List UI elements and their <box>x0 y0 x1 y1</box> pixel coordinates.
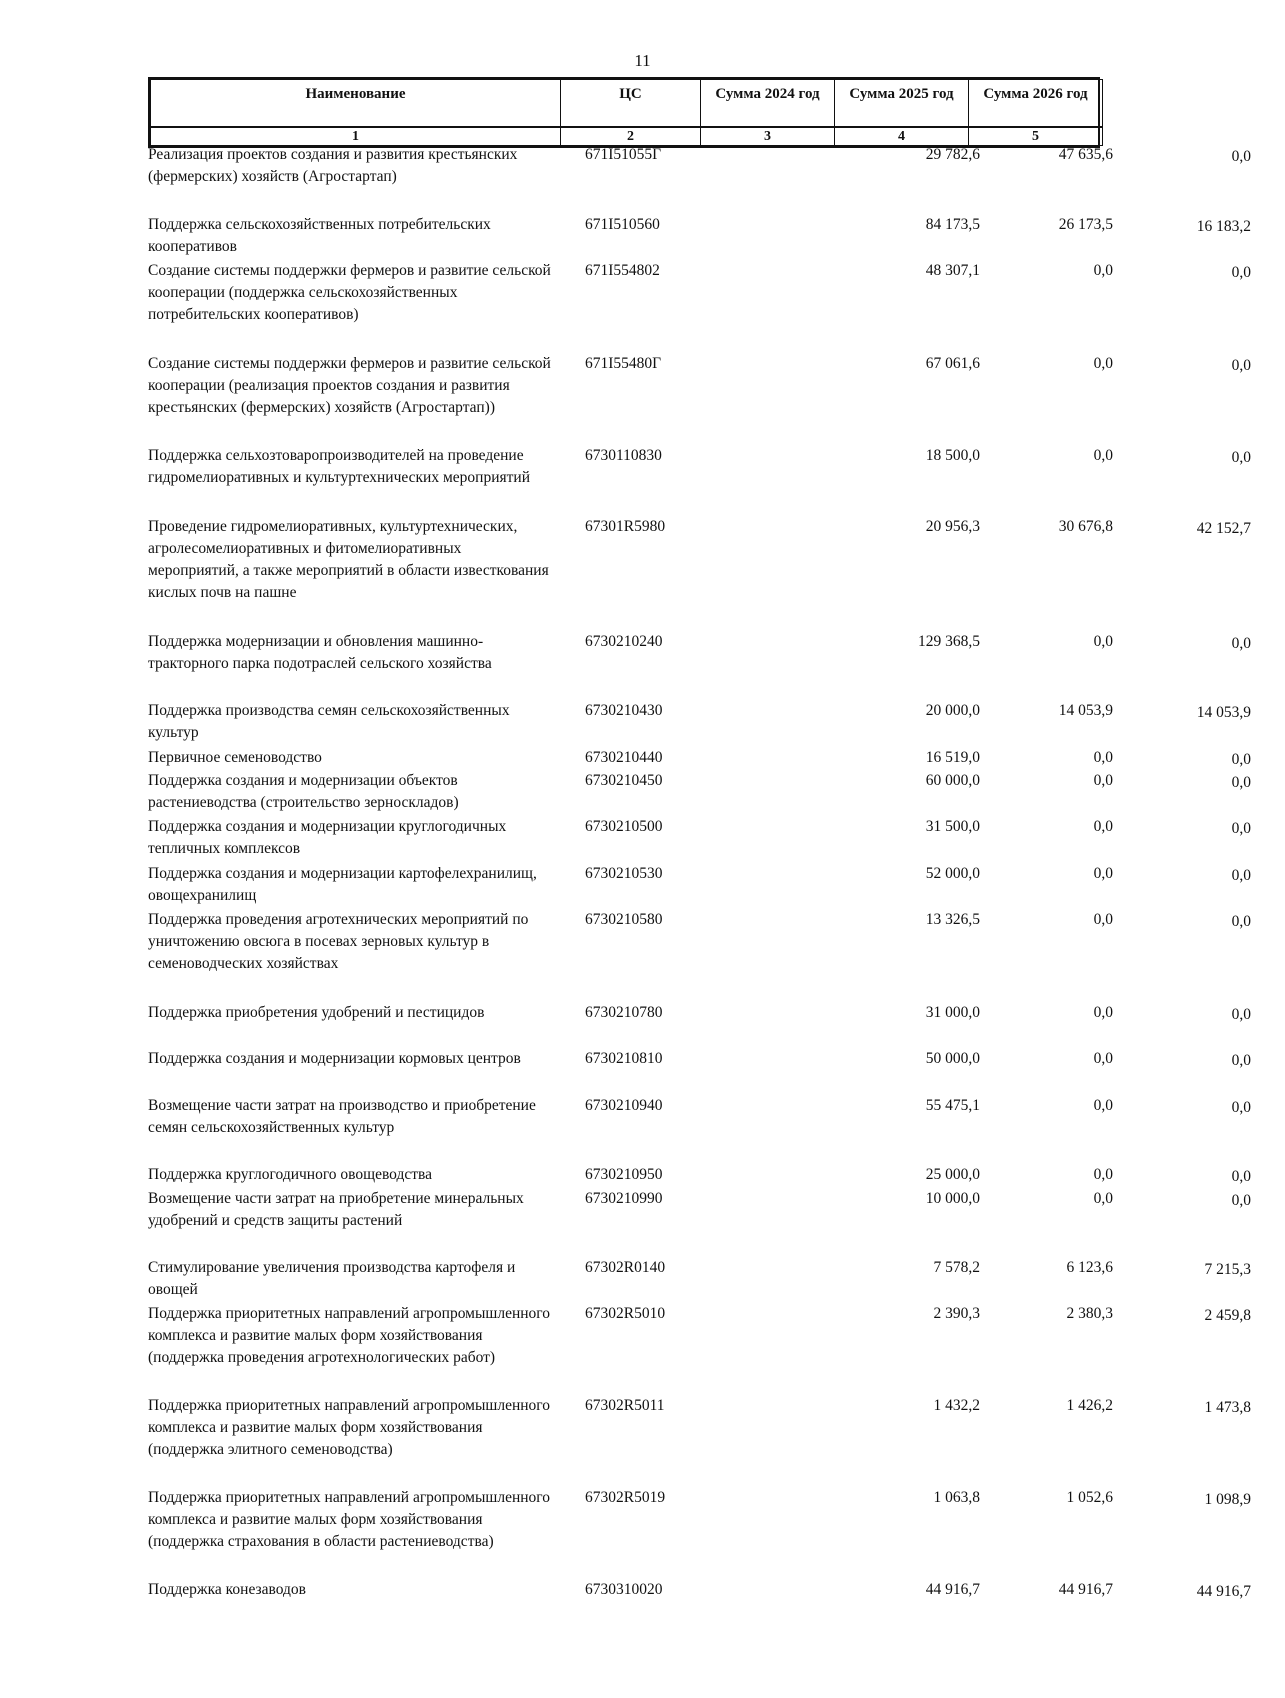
row-sum-2026: 14 053,9 <box>1196 704 1251 721</box>
row-name: Поддержка сельхозтоваропроизводителей на проведение гидромелиоративных и культуртехнических мероприятий <box>148 447 530 486</box>
row-sum-2024: 7 578,2 <box>933 1259 980 1276</box>
row-sum-2025: 0,0 <box>1093 1190 1113 1207</box>
table-row <box>148 1303 1251 1395</box>
row-sum-2025: 0,0 <box>1093 355 1113 372</box>
table-row <box>148 260 1251 353</box>
table-row <box>148 631 1251 700</box>
row-sum-2026: 0,0 <box>1231 1192 1251 1209</box>
row-code: 6730210810 <box>585 1050 663 1067</box>
row-sum-2026: 0,0 <box>1231 820 1251 837</box>
row-sum-2026: 0,0 <box>1231 774 1251 791</box>
row-sum-2025: 0,0 <box>1093 772 1113 789</box>
column-header-sum-2025: Сумма 2025 год <box>835 80 969 128</box>
row-code: 6730210440 <box>585 749 663 766</box>
row-sum-2024: 16 519,0 <box>925 749 980 766</box>
row-name: Поддержка приоритетных направлений агропромышленного комплекса и развитие малых форм хозяйствования (поддержка элитного семеноводства) <box>148 1397 551 1458</box>
table-row <box>148 1188 1251 1257</box>
table-row <box>148 1095 1251 1164</box>
row-name: Поддержка производства семян сельскохозяйственных культур <box>148 702 510 741</box>
row-code: 67302R0140 <box>585 1259 666 1276</box>
row-sum-2024: 67 061,6 <box>925 355 980 372</box>
row-code: 671I55480Г <box>585 355 662 372</box>
row-code: 6730210530 <box>585 865 663 882</box>
row-sum-2026: 16 183,2 <box>1196 218 1251 235</box>
row-sum-2025: 0,0 <box>1093 1050 1113 1067</box>
row-sum-2025: 0,0 <box>1093 633 1113 650</box>
row-name: Возмещение части затрат на приобретение минеральных удобрений и средств защиты растений <box>148 1190 524 1229</box>
row-sum-2025: 0,0 <box>1093 1166 1113 1183</box>
row-sum-2024: 31 000,0 <box>925 1004 980 1021</box>
row-sum-2025: 26 173,5 <box>1058 216 1113 233</box>
row-code: 671I51055Г <box>585 146 662 163</box>
row-sum-2025: 0,0 <box>1093 447 1113 464</box>
table-row <box>148 445 1251 516</box>
row-sum-2026: 0,0 <box>1231 751 1251 768</box>
row-sum-2025: 0,0 <box>1093 865 1113 882</box>
row-sum-2026: 0,0 <box>1231 913 1251 930</box>
row-name: Стимулирование увеличения производства картофеля и овощей <box>148 1259 516 1298</box>
table-row <box>148 909 1251 1002</box>
page-number: 11 <box>634 51 651 70</box>
column-number-1: 1 <box>151 127 561 146</box>
row-sum-2026: 0,0 <box>1231 449 1251 466</box>
row-name: Поддержка конезаводов <box>148 1581 306 1598</box>
table-row <box>148 863 1251 909</box>
row-sum-2026: 0,0 <box>1231 148 1251 165</box>
row-sum-2024: 129 368,5 <box>918 633 980 650</box>
row-name: Поддержка создания и модернизации кормовых центров <box>148 1050 521 1067</box>
row-sum-2025: 0,0 <box>1093 1004 1113 1021</box>
row-name: Создание системы поддержки фермеров и развитие сельской кооперации (реализация проектов создания и развития крестьянских (фермерских) хозяйств (Агростартап)) <box>148 355 551 416</box>
row-name: Поддержка сельскохозяйственных потребительских кооперативов <box>148 216 491 255</box>
row-code: 6730210990 <box>585 1190 663 1207</box>
row-name: Создание системы поддержки фермеров и развитие сельской кооперации (поддержка сельскохозяйственных потребительских кооперативов) <box>148 262 551 323</box>
row-code: 6730210430 <box>585 702 663 719</box>
row-code: 671I510560 <box>585 216 660 233</box>
row-sum-2026: 2 459,8 <box>1204 1307 1251 1324</box>
row-name: Возмещение части затрат на производство и приобретение семян сельскохозяйственных культур <box>148 1097 536 1136</box>
row-sum-2024: 25 000,0 <box>925 1166 980 1183</box>
row-code: 6730210500 <box>585 818 663 835</box>
row-sum-2026: 0,0 <box>1231 1052 1251 1069</box>
row-sum-2025: 47 635,6 <box>1058 146 1113 163</box>
row-sum-2024: 20 956,3 <box>925 518 980 535</box>
row-name: Поддержка проведения агротехнических мероприятий по уничтожению овсюга в посевах зерновых культур в семеноводческих хозяйствах <box>148 911 529 972</box>
row-code: 67302R5019 <box>585 1489 666 1506</box>
row-sum-2024: 20 000,0 <box>925 702 980 719</box>
row-name: Поддержка модернизации и обновления машинно-тракторного парка подотраслей сельского хозяйства <box>148 633 492 672</box>
row-sum-2025: 1 052,6 <box>1066 1489 1113 1506</box>
row-sum-2024: 31 500,0 <box>925 818 980 835</box>
row-sum-2026: 42 152,7 <box>1196 520 1251 537</box>
row-sum-2024: 2 390,3 <box>933 1305 980 1322</box>
table-row <box>148 1257 1251 1303</box>
row-name: Поддержка приобретения удобрений и пестицидов <box>148 1004 485 1021</box>
row-sum-2024: 1 432,2 <box>933 1397 980 1414</box>
row-sum-2024: 44 916,7 <box>925 1581 980 1598</box>
table-row <box>148 516 1251 631</box>
row-code: 6730310020 <box>585 1581 663 1598</box>
row-sum-2025: 0,0 <box>1093 911 1113 928</box>
row-name: Поддержка приоритетных направлений агропромышленного комплекса и развитие малых форм хозяйствования (поддержка проведения агротехнологических работ) <box>148 1305 551 1366</box>
row-code: 67302R5011 <box>585 1397 665 1414</box>
row-code: 6730210940 <box>585 1097 663 1114</box>
table-row <box>148 1487 1251 1579</box>
table-row <box>148 1048 1251 1095</box>
table-row <box>148 214 1251 260</box>
row-sum-2024: 13 326,5 <box>925 911 980 928</box>
row-code: 6730110830 <box>585 447 662 464</box>
row-sum-2024: 50 000,0 <box>925 1050 980 1067</box>
row-sum-2024: 84 173,5 <box>925 216 980 233</box>
table-row <box>148 1395 1251 1487</box>
table-row <box>148 747 1251 770</box>
row-sum-2024: 48 307,1 <box>925 262 980 279</box>
row-sum-2024: 52 000,0 <box>925 865 980 882</box>
row-sum-2025: 0,0 <box>1093 1097 1113 1114</box>
row-code: 6730210950 <box>585 1166 663 1183</box>
row-code: 67302R5010 <box>585 1305 666 1322</box>
row-sum-2026: 1 098,9 <box>1204 1491 1251 1508</box>
row-sum-2025: 2 380,3 <box>1066 1305 1113 1322</box>
table-row <box>148 816 1251 863</box>
row-code: 6730210450 <box>585 772 663 789</box>
row-sum-2024: 10 000,0 <box>925 1190 980 1207</box>
row-name: Первичное семеноводство <box>148 749 322 766</box>
table-row <box>148 770 1251 816</box>
row-sum-2025: 0,0 <box>1093 262 1113 279</box>
column-header-code: ЦС <box>561 80 701 128</box>
table-row <box>148 1164 1251 1188</box>
row-sum-2026: 0,0 <box>1231 635 1251 652</box>
row-code: 6730210240 <box>585 633 663 650</box>
row-sum-2025: 6 123,6 <box>1066 1259 1113 1276</box>
row-name: Поддержка приоритетных направлений агропромышленного комплекса и развитие малых форм хозяйствования (поддержка страхования в области растениеводства) <box>148 1489 551 1550</box>
row-sum-2025: 30 676,8 <box>1058 518 1113 535</box>
row-name: Поддержка создания и модернизации объектов растениеводства (строительство зерноскладов) <box>148 772 459 811</box>
row-sum-2026: 7 215,3 <box>1204 1261 1251 1278</box>
row-sum-2025: 0,0 <box>1093 818 1113 835</box>
row-sum-2026: 0,0 <box>1231 867 1251 884</box>
row-sum-2024: 29 782,6 <box>925 146 980 163</box>
row-code: 671I554802 <box>585 262 660 279</box>
column-header-sum-2024: Сумма 2024 год <box>701 80 835 128</box>
column-number-2: 2 <box>561 127 701 146</box>
row-code: 6730210580 <box>585 911 663 928</box>
row-name: Поддержка круглогодичного овощеводства <box>148 1166 433 1183</box>
row-sum-2025: 44 916,7 <box>1058 1581 1113 1598</box>
row-name: Поддержка создания и модернизации круглогодичных тепличных комплексов <box>148 818 507 857</box>
column-header-name: Наименование <box>151 80 561 128</box>
table-row <box>148 700 1251 747</box>
row-sum-2024: 60 000,0 <box>925 772 980 789</box>
row-sum-2025: 0,0 <box>1093 749 1113 766</box>
column-header-sum-2026: Сумма 2026 год <box>969 80 1103 128</box>
row-code: 6730210780 <box>585 1004 663 1021</box>
table-header <box>148 77 1100 148</box>
row-sum-2026: 44 916,7 <box>1196 1583 1251 1600</box>
row-name: Реализация проектов создания и развития крестьянских (фермерских) хозяйств (Агростартап) <box>148 146 518 185</box>
table-row <box>148 1002 1251 1048</box>
row-sum-2026: 0,0 <box>1231 264 1251 281</box>
column-number-5: 5 <box>969 127 1103 146</box>
table-body <box>148 144 1251 1603</box>
row-sum-2026: 0,0 <box>1231 1099 1251 1116</box>
row-sum-2024: 18 500,0 <box>925 447 980 464</box>
row-name: Поддержка создания и модернизации картофелехранилищ, овощехранилищ <box>148 865 537 904</box>
row-sum-2025: 1 426,2 <box>1066 1397 1113 1414</box>
row-sum-2026: 0,0 <box>1231 357 1251 374</box>
row-name: Проведение гидромелиоративных, культуртехнических, агролесомелиоративных и фитомелиоративных мероприятий, а также мероприятий в области известкования кислых почв на пашне <box>148 518 549 601</box>
table-row <box>148 1579 1251 1603</box>
table-row <box>148 353 1251 445</box>
row-sum-2026: 0,0 <box>1231 1168 1251 1185</box>
row-sum-2026: 1 473,8 <box>1204 1399 1251 1416</box>
row-code: 67301R5980 <box>585 518 666 535</box>
row-sum-2025: 14 053,9 <box>1058 702 1113 719</box>
row-sum-2024: 1 063,8 <box>933 1489 980 1506</box>
row-sum-2024: 55 475,1 <box>925 1097 980 1114</box>
table-row <box>148 144 1251 214</box>
column-number-4: 4 <box>835 127 969 146</box>
column-number-3: 3 <box>701 127 835 146</box>
row-sum-2026: 0,0 <box>1231 1006 1251 1023</box>
